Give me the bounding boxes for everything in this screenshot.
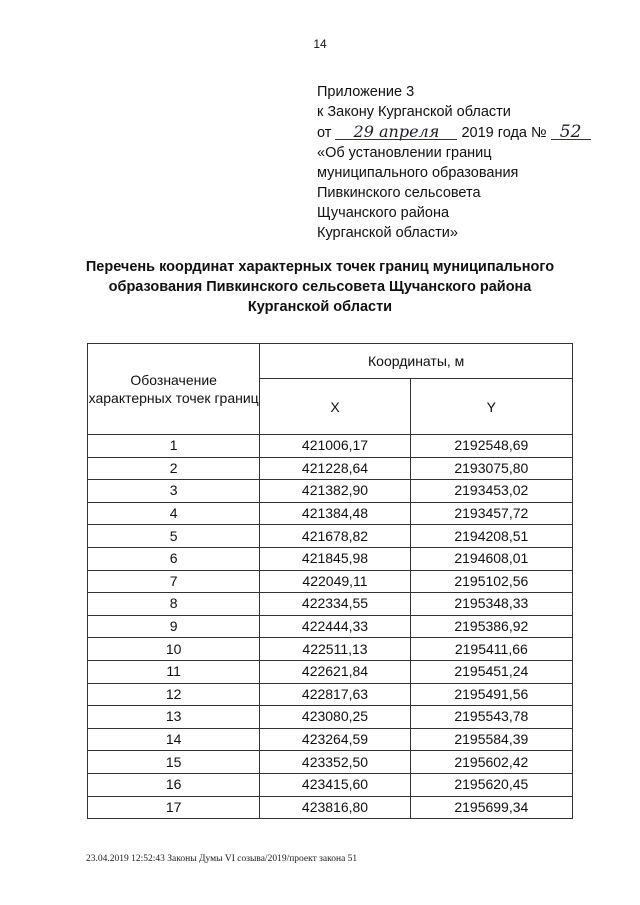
table-row [88,728,573,751]
table-row [88,660,573,683]
table-row [88,773,573,796]
point-number: 13 [88,706,260,729]
table-row [88,593,573,616]
coord-x: 422817,63 [260,683,410,706]
table-row [88,638,573,661]
appendix-law-title-5: Курганской области» [317,225,458,241]
coord-x: 421382,90 [260,480,410,503]
table-row [88,615,573,638]
point-number: 6 [88,547,260,570]
table-row [88,480,573,503]
coord-x: 422444,33 [260,615,410,638]
point-number: 9 [88,615,260,638]
header-coordinates: Координаты, м [260,344,573,379]
coord-y: 2193457,72 [410,502,572,525]
coord-x: 423415,60 [260,773,410,796]
handwritten-date: 29 апреля [335,122,457,142]
coord-y: 2195491,56 [410,683,572,706]
appendix-law-title-1: «Об установлении границ [317,145,492,161]
appendix-header [317,82,591,243]
point-number: 12 [88,683,260,706]
coord-y: 2195543,78 [410,706,572,729]
header-designation: Обозначение характерных точек границ [88,344,260,435]
handwritten-number: 52 [551,122,591,142]
table-row [88,457,573,480]
footer-stamp: 23.04.2019 12:52:43 Законы Думы VI созыва/2019/проект закона 51 [86,854,358,864]
point-number: 7 [88,570,260,593]
table-body [88,435,573,819]
coord-y: 2194608,01 [410,547,572,570]
coord-x: 423264,59 [260,728,410,751]
table-row [88,502,573,525]
coord-x: 421384,48 [260,502,410,525]
coord-x: 422621,84 [260,660,410,683]
point-number: 16 [88,773,260,796]
page-number: 14 [313,37,327,51]
table-row [88,706,573,729]
title-line-3: Курганской области [247,299,393,315]
point-number: 5 [88,525,260,548]
table-row [88,683,573,706]
table-row [88,525,573,548]
point-number: 4 [88,502,260,525]
appendix-law-title-2: муниципального образования [317,165,519,181]
date-prefix: от [317,125,332,141]
point-number: 8 [88,593,260,616]
point-number: 1 [88,435,260,458]
point-number: 10 [88,638,260,661]
point-number: 15 [88,751,260,774]
coord-x: 423080,25 [260,706,410,729]
appendix-date-line [317,122,591,143]
coord-y: 2195699,34 [410,796,572,819]
coord-y: 2195348,33 [410,593,572,616]
point-number: 3 [88,480,260,503]
table-row [88,796,573,819]
table-row [88,751,573,774]
point-number: 17 [88,796,260,819]
coord-y: 2193075,80 [410,457,572,480]
coord-x: 421006,17 [260,435,410,458]
point-number: 14 [88,728,260,751]
table-row [88,435,573,458]
coord-x: 422334,55 [260,593,410,616]
coord-x: 423816,80 [260,796,410,819]
coord-x: 421228,64 [260,457,410,480]
coord-y: 2195102,56 [410,570,572,593]
year-text: 2019 года № [461,125,547,141]
point-number: 11 [88,660,260,683]
header-x: X [260,379,410,435]
coord-x: 422049,11 [260,570,410,593]
appendix-law-ref: к Закону Курганской области [317,104,511,120]
coord-y: 2194208,51 [410,525,572,548]
appendix-law-title-4: Щучанского района [317,205,450,221]
coord-y: 2195386,92 [410,615,572,638]
coord-y: 2195602,42 [410,751,572,774]
coord-y: 2195620,45 [410,773,572,796]
coord-y: 2195584,39 [410,728,572,751]
point-number: 2 [88,457,260,480]
coord-x: 423352,50 [260,751,410,774]
table-row [88,570,573,593]
coord-y: 2195411,66 [410,638,572,661]
document-title [0,257,640,317]
header-y: Y [410,379,572,435]
title-line-1: Перечень координат характерных точек границ муниципального [85,259,555,275]
title-line-2: образования Пивкинского сельсовета Щучанского района [108,279,532,295]
coord-x: 422511,13 [260,638,410,661]
appendix-title: Приложение 3 [317,84,415,100]
coord-y: 2192548,69 [410,435,572,458]
coord-x: 421845,98 [260,547,410,570]
coord-y: 2195451,24 [410,660,572,683]
coord-y: 2193453,02 [410,480,572,503]
appendix-law-title-3: Пивкинского сельсовета [317,185,481,201]
coordinates-table [87,343,573,819]
coord-x: 421678,82 [260,525,410,548]
table-row [88,547,573,570]
